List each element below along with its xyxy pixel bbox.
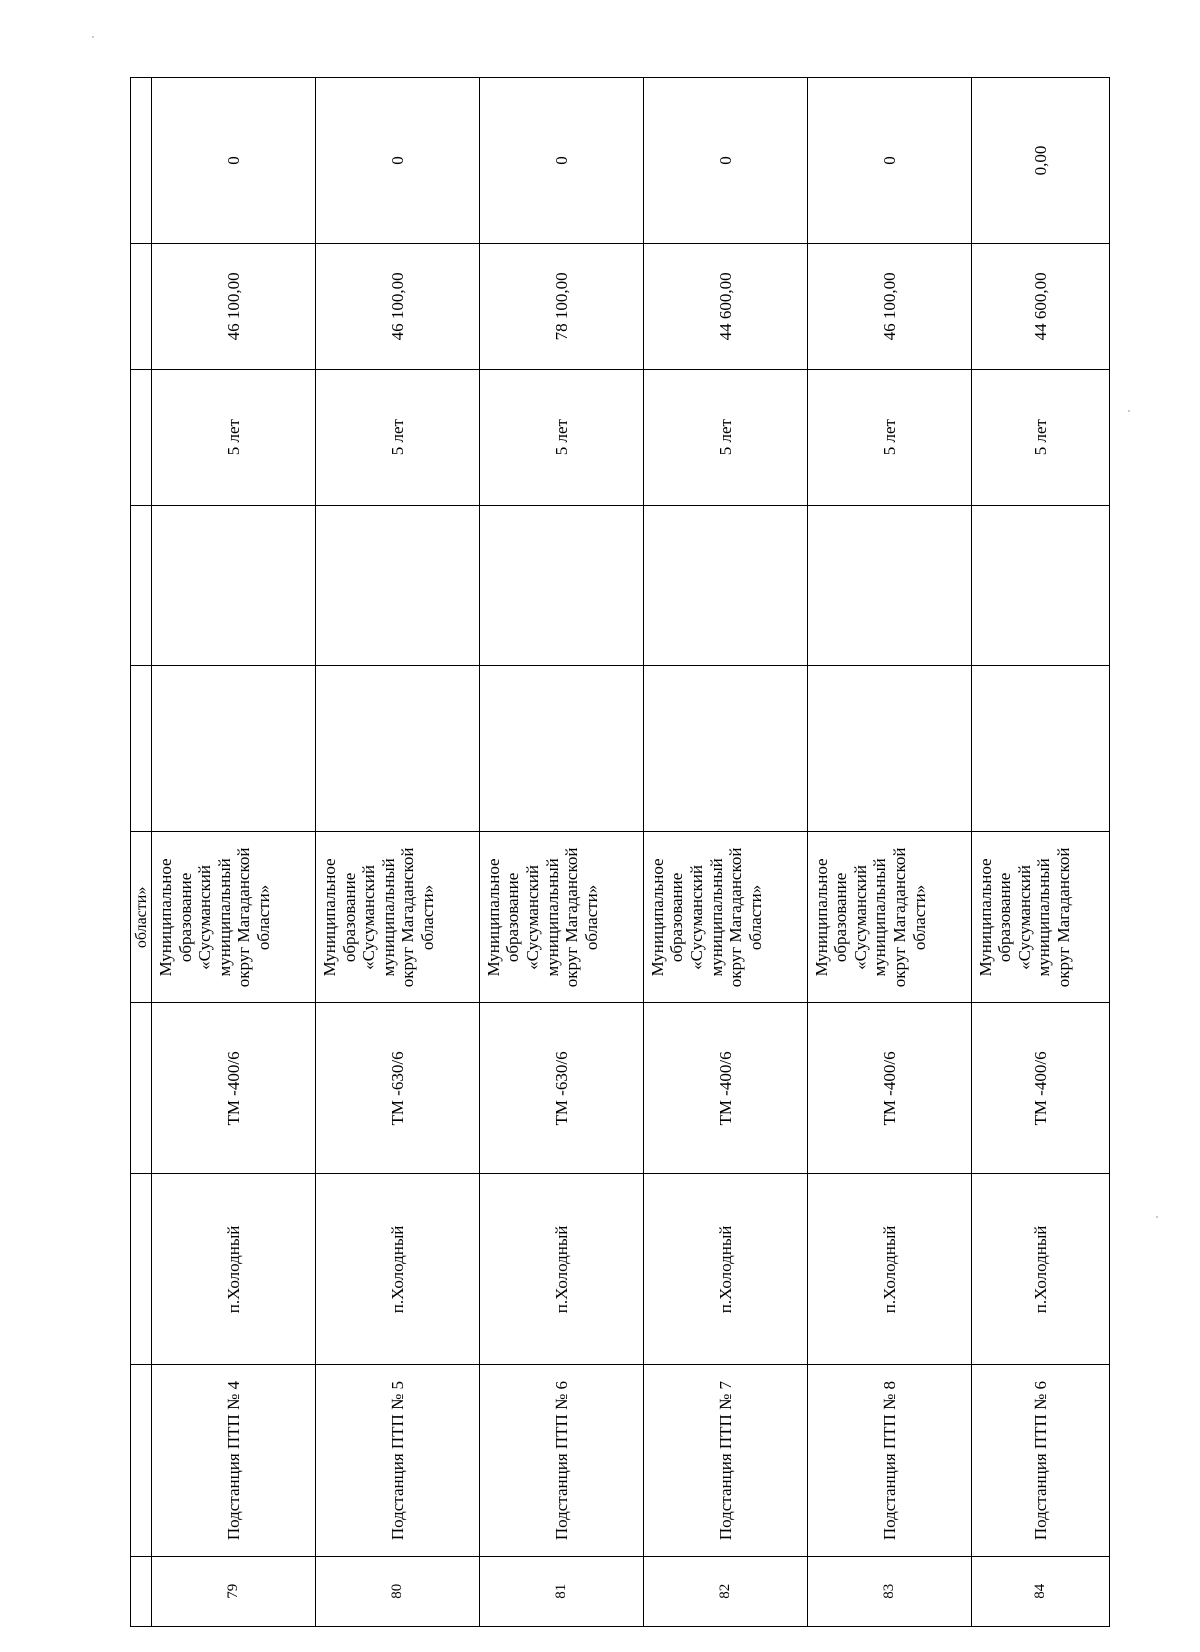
empty-cell (807, 505, 971, 666)
object-owner: Муниципальное образование «Сусуманский муниципальный округ Магаданской области» (315, 832, 479, 1003)
object-name: Подстанция ПТП № 8 (807, 1365, 971, 1556)
empty-cell (315, 505, 479, 666)
residual-cell: 0 (479, 78, 643, 244)
cont-cell-5 (131, 666, 152, 832)
residual-cell: 0 (643, 78, 807, 244)
object-equipment: ТМ -400/6 (971, 1003, 1109, 1174)
object-location: п.Холодный (315, 1174, 479, 1365)
row-number: 81 (479, 1556, 643, 1626)
row-number: 79 (152, 1556, 316, 1626)
object-owner: Муниципальное образование «Сусуманский муниципальный округ Магаданской области» (643, 832, 807, 1003)
object-name: Подстанция ПТП № 6 (479, 1365, 643, 1556)
object-equipment: ТМ -400/6 (152, 1003, 316, 1174)
object-location: п.Холодный (807, 1174, 971, 1365)
scan-speck (1156, 1216, 1158, 1218)
row-number: 80 (315, 1556, 479, 1626)
object-owner: Муниципальное образование «Сусуманский муниципальный округ Магаданской (971, 832, 1109, 1003)
table-row (643, 78, 807, 1627)
cont-cell-term (131, 369, 152, 505)
residual-cell: 0 (807, 78, 971, 244)
empty-cell (643, 666, 807, 832)
value-cell: 46 100,00 (315, 244, 479, 370)
object-equipment: ТМ -630/6 (479, 1003, 643, 1174)
object-location: п.Холодный (971, 1174, 1109, 1365)
cont-cell-name (131, 1365, 152, 1556)
empty-cell (152, 666, 316, 832)
row-number: 83 (807, 1556, 971, 1626)
empty-cell (807, 666, 971, 832)
value-cell: 44 600,00 (971, 244, 1109, 370)
object-equipment: ТМ -400/6 (807, 1003, 971, 1174)
cont-cell-equipment (131, 1003, 152, 1174)
term-cell: 5 лет (643, 369, 807, 505)
cont-cell-residual (131, 78, 152, 244)
empty-cell (971, 666, 1109, 832)
object-equipment: ТМ -630/6 (315, 1003, 479, 1174)
object-location: п.Холодный (479, 1174, 643, 1365)
object-name: Подстанция ПТП № 4 (152, 1365, 316, 1556)
residual-cell: 0 (315, 78, 479, 244)
empty-cell (152, 505, 316, 666)
residual-cell: 0 (152, 78, 316, 244)
object-equipment: ТМ -400/6 (643, 1003, 807, 1174)
scan-speck (1128, 410, 1130, 412)
term-cell: 5 лет (807, 369, 971, 505)
object-name: Подстанция ПТП № 5 (315, 1365, 479, 1556)
cont-cell-6 (131, 505, 152, 666)
cont-cell-value (131, 244, 152, 370)
value-cell: 46 100,00 (152, 244, 316, 370)
object-owner: Муниципальное образование «Сусуманский муниципальный округ Магаданской области» (479, 832, 643, 1003)
object-location: п.Холодный (643, 1174, 807, 1365)
object-owner: Муниципальное образование «Сусуманский муниципальный округ Магаданской области» (152, 832, 316, 1003)
value-cell: 44 600,00 (643, 244, 807, 370)
empty-cell (479, 666, 643, 832)
table-row (479, 78, 643, 1627)
empty-cell (971, 505, 1109, 666)
empty-cell (315, 666, 479, 832)
object-owner: Муниципальное образование «Сусуманский муниципальный округ Магаданской области» (807, 832, 971, 1003)
table-row (315, 78, 479, 1627)
object-name: Подстанция ПТП № 6 (971, 1365, 1109, 1556)
object-name: Подстанция ПТП № 7 (643, 1365, 807, 1556)
row-number: 82 (643, 1556, 807, 1626)
term-cell: 5 лет (479, 369, 643, 505)
value-cell: 46 100,00 (807, 244, 971, 370)
table-row (807, 78, 971, 1627)
row-number: 84 (971, 1556, 1109, 1626)
cont-cell-num (131, 1556, 152, 1626)
term-cell: 5 лет (315, 369, 479, 505)
cont-cell-owner: области» (131, 832, 152, 1003)
cont-cell-location (131, 1174, 152, 1365)
table-row (971, 78, 1109, 1627)
scan-speck (92, 36, 94, 38)
value-cell: 78 100,00 (479, 244, 643, 370)
residual-cell: 0,00 (971, 78, 1109, 244)
property-table (130, 77, 1110, 1627)
object-location: п.Холодный (152, 1174, 316, 1365)
rotated-table-container (130, 77, 1110, 1627)
table-row (152, 78, 316, 1627)
term-cell: 5 лет (152, 369, 316, 505)
empty-cell (479, 505, 643, 666)
empty-cell (643, 505, 807, 666)
continuation-row (131, 78, 152, 1627)
term-cell: 5 лет (971, 369, 1109, 505)
